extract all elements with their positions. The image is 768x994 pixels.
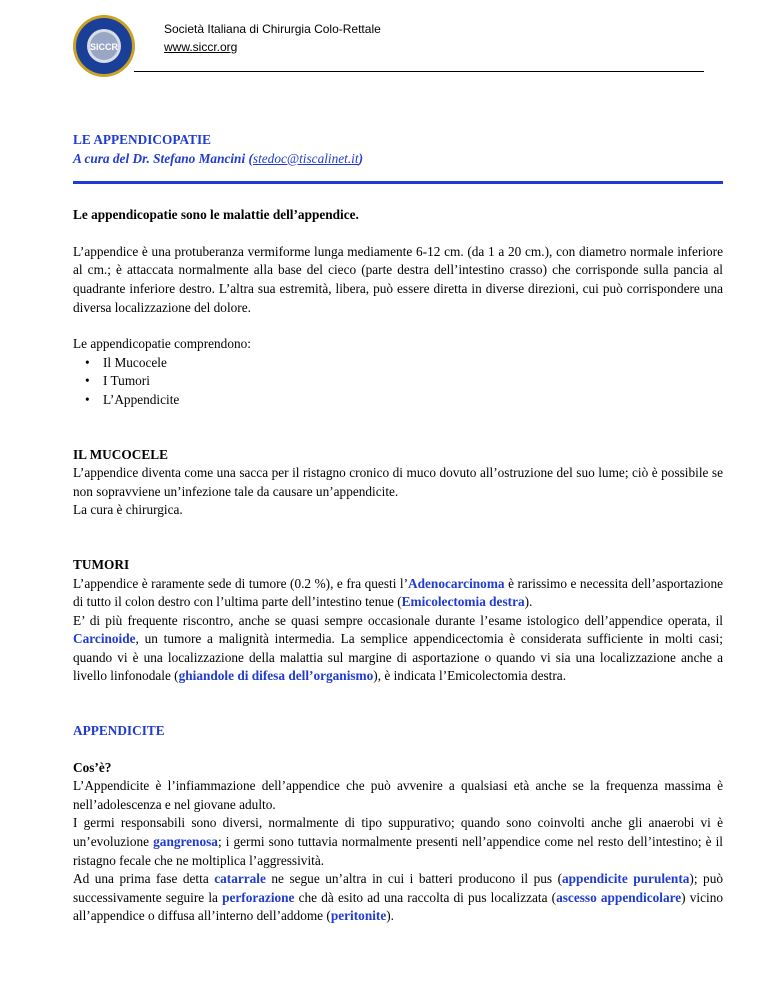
title-divider (73, 181, 723, 184)
author-email-link[interactable]: stedoc@tiscalinet.it (252, 150, 359, 166)
site-link[interactable]: www.siccr.org (164, 40, 238, 54)
org-name: Società Italiana di Chirurgia Colo-Rettale (164, 22, 381, 36)
list-item: • Il Mucocele (85, 354, 167, 370)
list-intro: Le appendicopatie comprendono: (73, 336, 251, 352)
intro-paragraph: L’appendice è una protuberanza vermiforme lunga mediamente 6-12 cm. (da 1 a 20 cm.), con diametro normale inferiore al cm.; è attaccata normalmente alla base del cieco (parte destra dell’intestino crasso) che corrisponde sulla pancia al quadrante inferiore destro. L’altra sua estremità, libera, può essere diretta in diverse direzioni, cui può corrispondere una diversa localizzazione del dolore. (73, 243, 723, 315)
page-title: LE APPENDICOPATIE (73, 132, 212, 147)
logo-text: SICCR (89, 42, 119, 52)
appendicite-text-2: I germi responsabili sono diversi, normalmente di tipo suppurativo; quando sono coinvolti anche gli anaerobi vi è un’evoluzione gangrenosa; i germi sono tuttavia normalmente presenti nell’appendice come nel resto dell’intestino; è il ristagno fecale che ne moltiplica l’aggressività. (73, 815, 723, 868)
siccr-logo (72, 14, 136, 78)
section-heading-mucocele: IL MUCOCELE (73, 446, 168, 462)
lead-text: Le appendicopatie sono le malattie dell’appendice. (73, 207, 359, 223)
mucocele-text-2: La cura è chirurgica. (73, 502, 183, 518)
appendicite-text-3: Ad una prima fase detta catarrale ne segue un’altra in cui i batteri producono il pus (appendicite purulenta); può successivamente seguire la perforazione che dà esito ad una raccolta di pus localizzata (ascesso appendicolare) vicino all’appendice o diffusa all’interno dell’addome (peritonite). (73, 871, 723, 924)
list-item: • I Tumori (85, 373, 150, 389)
list-item: • L’Appendicite (85, 391, 180, 407)
section-heading-appendicite: APPENDICITE (73, 723, 165, 739)
document-body (73, 131, 723, 926)
site-header (164, 20, 381, 56)
author-line: A cura del Dr. Stefano Mancini (stedoc@tiscalinet.it) (73, 150, 364, 166)
appendicite-text-1: L’Appendicite è l’infiammazione dell’appendice che può avvenire a qualsiasi età anche se la frequenza massima è nell’adolescenza e nel giovane adulto. (73, 778, 723, 812)
subheading-cos-e: Cos’è? (73, 759, 112, 775)
header-divider (134, 71, 704, 72)
appendicopathy-list (73, 354, 723, 410)
tumori-paragraph-1: L’appendice è raramente sede di tumore (0.2 %), e fra questi l’Adenocarcinoma è rarissimo e necessita dell’asportazione di tutto il colon destro con l’ultima parte dell’intestino tenue (Emicolectomia destra). (73, 575, 723, 610)
tumori-paragraph-2: E’ di più frequente riscontro, anche se quasi sempre occasionale durante l’esame istologico dell’appendice operata, il Carcinoide, un tumore a malignità intermedia. La semplice appendicectomia è considerata sufficiente in molti casi; quando vi è una localizzazione della malattia sul margine di asportazione o quando vi sia una localizzazione anche a livello linfonodale (ghiandole di difesa dell’organismo), è indicata l’Emicolectomia destra. (73, 612, 723, 684)
mucocele-text-1: L’appendice diventa come una sacca per il ristagno cronico di muco dovuto all’ostruzione del suo lume; ciò è possibile se non sopravviene un’infezione tale da causare un’appendicite. (73, 465, 723, 499)
section-heading-tumori: TUMORI (73, 556, 130, 572)
